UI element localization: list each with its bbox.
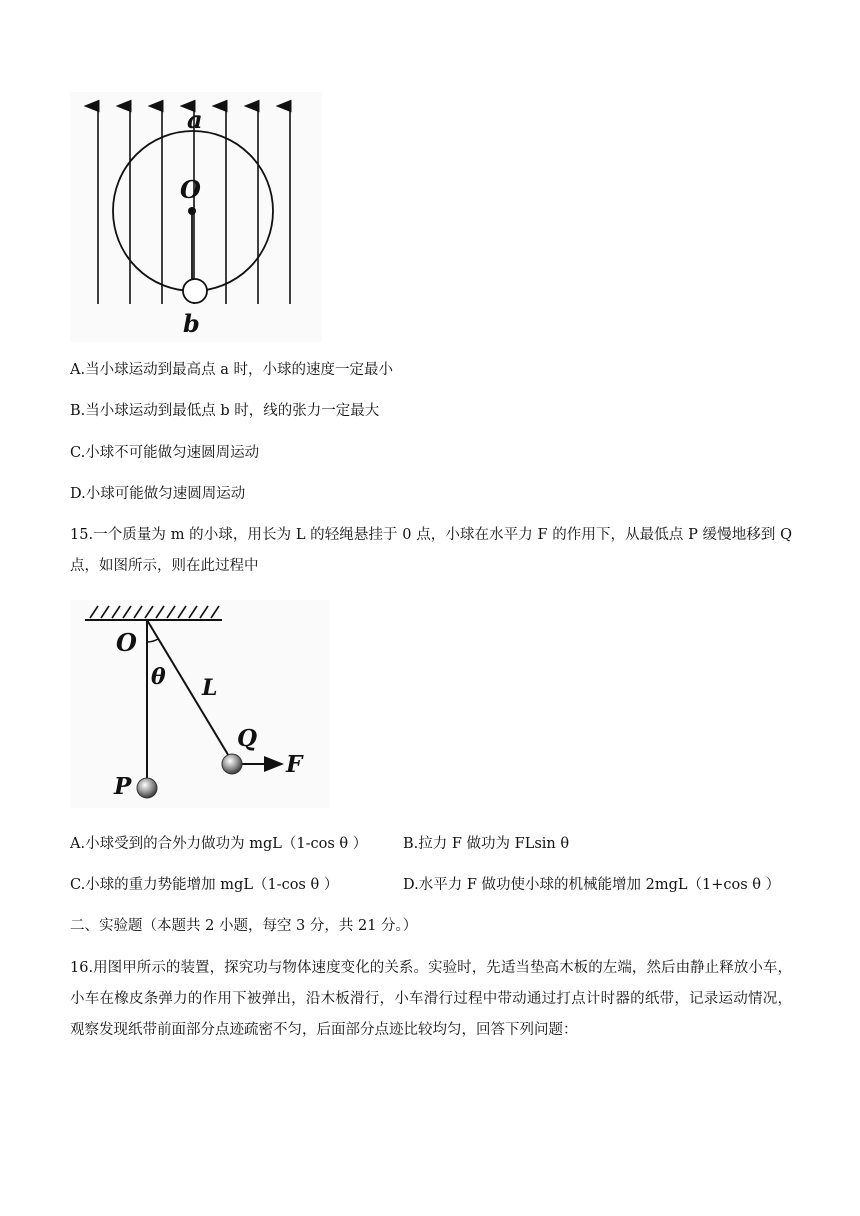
figure-field-circle	[70, 92, 322, 342]
label-l: L	[202, 675, 218, 701]
q15-option-a: A.小球受到的合外力做功为 mgL（1-cos θ ）	[70, 836, 368, 852]
q15-option-d: D.水平力 F 做功使小球的机械能增加 2mgL（1+cos θ ）	[403, 877, 781, 893]
field-lines	[98, 106, 290, 304]
q14-option-d: D.小球可能做匀速圆周运动	[70, 486, 246, 502]
label-p: P	[114, 773, 132, 800]
section-heading: 二、实验题（本题共 2 小题，每空 3 分，共 21 分。）	[70, 918, 418, 934]
angle-arc	[147, 639, 158, 642]
ceiling-hatch	[90, 606, 219, 618]
q14-option-c: C.小球不可能做匀速圆周运动	[70, 445, 260, 461]
label-o: O	[116, 628, 137, 657]
pivot-point	[188, 207, 196, 215]
q14-option-b: B.当小球运动到最低点 b 时，线的张力一定最大	[70, 403, 380, 419]
q15-option-b: B.拉力 F 做功为 FLsin θ	[403, 836, 570, 852]
label-b: b	[183, 309, 200, 338]
label-f: F	[286, 751, 303, 778]
label-o: O	[180, 175, 201, 204]
label-theta: θ	[151, 664, 166, 690]
figure-field-circle-svg	[70, 92, 322, 342]
figure-pendulum	[70, 600, 330, 808]
ball-q	[222, 754, 242, 774]
label-q: Q	[237, 725, 258, 752]
q15-stem: 15.一个质量为 m 的小球，用长为 L 的轻绳悬挂于 0 点，小球在水平力 F 的作用下，从最低点 P 缓慢地移到 Q 点，如图所示，则在此过程中	[70, 527, 792, 574]
q14-option-a: A.当小球运动到最高点 a 时，小球的速度一定最小	[70, 362, 393, 378]
q15-option-c: C.小球的重力势能增加 mgL（1-cos θ ）	[70, 877, 339, 893]
ball-p	[137, 778, 157, 798]
q16-stem: 16.用图甲所示的装置，探究功与物体速度变化的关系。实验时，先适当垫高木板的左端，然后由静止释放小车，小车在橡皮条弹力的作用下被弹出，沿木板滑行，小车滑行过程中带动通过打点计时器的纸带，记录运动情况，观察发现纸带前面部分点迹疏密不匀，后面部分点迹比较均匀，回答下列问题：	[70, 960, 792, 1038]
figure-pendulum-svg	[70, 600, 330, 808]
label-a: a	[187, 105, 203, 134]
ball	[183, 279, 207, 303]
